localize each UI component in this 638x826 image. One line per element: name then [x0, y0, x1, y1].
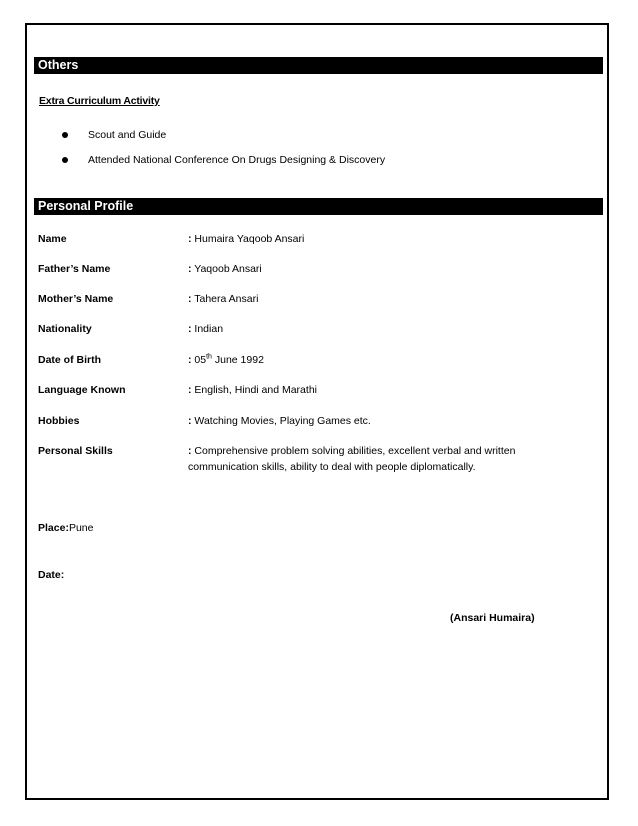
- list-item: [62, 127, 385, 152]
- field-value: : 05th June 1992: [188, 353, 264, 366]
- field-value: : Tahera Ansari: [188, 293, 259, 305]
- field-value: : English, Hindi and Marathi: [188, 384, 317, 396]
- field-label: Father’s Name: [38, 263, 111, 275]
- field-label: Nationality: [38, 323, 92, 335]
- date-line: [38, 567, 64, 583]
- others-section-header: Others: [34, 57, 603, 74]
- activity-text: Scout and Guide: [88, 129, 167, 141]
- bullet-icon: [62, 157, 68, 163]
- activity-text: Attended National Conference On Drugs Designing & Discovery: [88, 154, 386, 166]
- field-value: : Indian: [188, 323, 224, 335]
- field-value: : Yaqoob Ansari: [188, 263, 262, 275]
- field-value: : Humaira Yaqoob Ansari: [188, 233, 305, 245]
- place-value: Pune: [68, 522, 94, 534]
- field-label: Personal Skills: [38, 445, 113, 457]
- field-label: Mother’s Name: [38, 293, 114, 305]
- personal-profile-section-header: Personal Profile: [34, 198, 603, 215]
- field-value: : Watching Movies, Playing Games etc.: [188, 415, 371, 427]
- extra-curriculum-heading: Extra Curriculum Activity: [39, 95, 160, 107]
- date-label: Date:: [38, 569, 65, 581]
- list-item: [62, 152, 385, 177]
- field-value: : Comprehensive problem solving abilities, excellent verbal and written communication skills, ability to deal with people diplomatically.: [188, 445, 516, 473]
- field-label: Hobbies: [38, 415, 80, 427]
- field-label: Date of Birth: [38, 354, 101, 366]
- activity-list: [62, 127, 385, 177]
- field-label: Name: [38, 233, 67, 245]
- field-label: Language Known: [38, 384, 126, 396]
- signature-name: (Ansari Humaira): [450, 612, 535, 624]
- bullet-icon: [62, 132, 68, 138]
- place-label: Place:: [38, 522, 69, 534]
- place-line: [38, 520, 93, 536]
